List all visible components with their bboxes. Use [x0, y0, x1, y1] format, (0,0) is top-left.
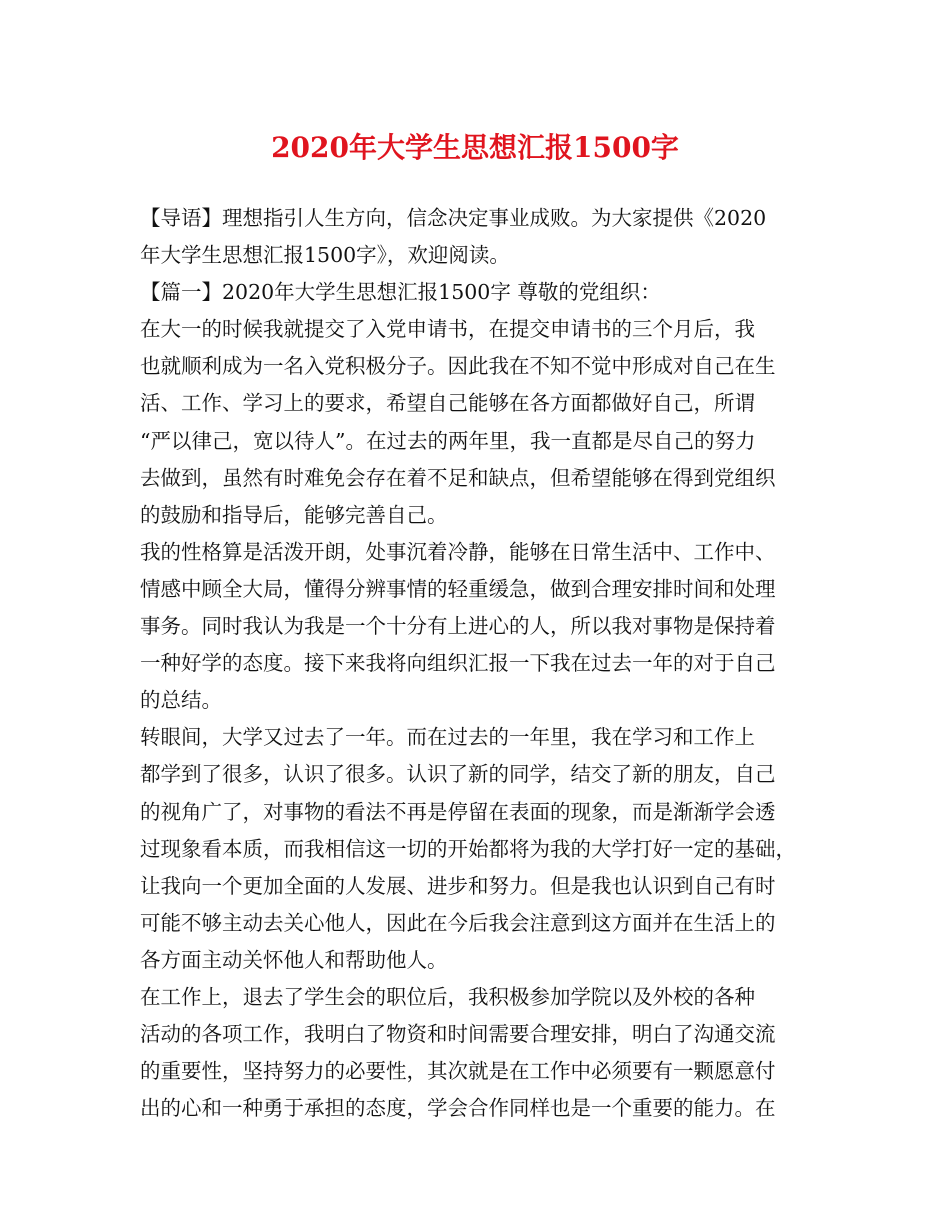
- body-line: 活动的各项工作，我明白了物资和时间需要合理安排，明白了沟通交流: [140, 1022, 776, 1047]
- body-line: 的视角广了，对事物的看法不再是停留在表面的现象，而是渐渐学会透: [140, 799, 776, 824]
- body-line: 年大学生思想汇报1500字》，欢迎阅读。: [140, 243, 510, 268]
- body-line: 【篇一】2020年大学生思想汇报1500字 尊敬的党组织：: [140, 280, 661, 305]
- body-line: 在工作上，退去了学生会的职位后，我积极参加学院以及外校的各种: [140, 984, 755, 1009]
- body-line: 事务。同时我认为我是一个十分有上进心的人，所以我对事物是保持着: [140, 614, 776, 639]
- document-body: [140, 200, 820, 1127]
- body-line: 转眼间，大学又过去了一年。而在过去的一年里，我在学习和工作上: [140, 725, 755, 750]
- body-line: 在大一的时候我就提交了入党申请书，在提交申请书的三个月后，我: [140, 317, 755, 342]
- body-line: 过现象看本质，而我相信这一切的开始都将为我的大学打好一定的基础，: [140, 836, 796, 861]
- body-line: 【导语】理想指引人生方向，信念决定事业成败。为大家提供《2020: [140, 206, 767, 230]
- body-line: 也就顺利成为一名入党积极分子。因此我在不知不觉中形成对自己在生: [140, 354, 776, 379]
- body-line: 我的性格算是活泼开朗，处事沉着冷静，能够在日常生活中、工作中、: [140, 539, 776, 564]
- body-line: “严以律己，宽以待人”。在过去的两年里，我一直都是尽自己的努力: [140, 428, 756, 453]
- body-line: 都学到了很多，认识了很多。认识了新的同学，结交了新的朋友，自己: [140, 762, 776, 787]
- document-title: 2020年大学生思想汇报1500字: [271, 131, 679, 164]
- body-line: 去做到，虽然有时难免会存在着不足和缺点，但希望能够在得到党组织: [140, 465, 776, 490]
- body-line: 的重要性，坚持努力的必要性，其次就是在工作中必须要有一颗愿意付: [140, 1059, 776, 1084]
- body-line: 让我向一个更加全面的人发展、进步和努力。但是我也认识到自己有时: [140, 873, 776, 898]
- body-line: 一种好学的态度。接下来我将向组织汇报一下我在过去一年的对于自己: [140, 651, 776, 676]
- body-line: 出的心和一种勇于承担的态度，学会合作同样也是一个重要的能力。在: [140, 1096, 776, 1121]
- body-line: 可能不够主动去关心他人，因此在今后我会注意到这方面并在生活上的: [140, 910, 776, 935]
- body-line: 各方面主动关怀他人和帮助他人。: [140, 947, 448, 972]
- body-line: 情感中顾全大局，懂得分辨事情的轻重缓急，做到合理安排时间和处理: [140, 576, 776, 601]
- body-line: 的总结。: [140, 688, 222, 713]
- body-line: 的鼓励和指导后，能够完善自己。: [140, 502, 448, 527]
- body-line: 活、工作、学习上的要求，希望自己能够在各方面都做好自己，所谓: [140, 391, 755, 416]
